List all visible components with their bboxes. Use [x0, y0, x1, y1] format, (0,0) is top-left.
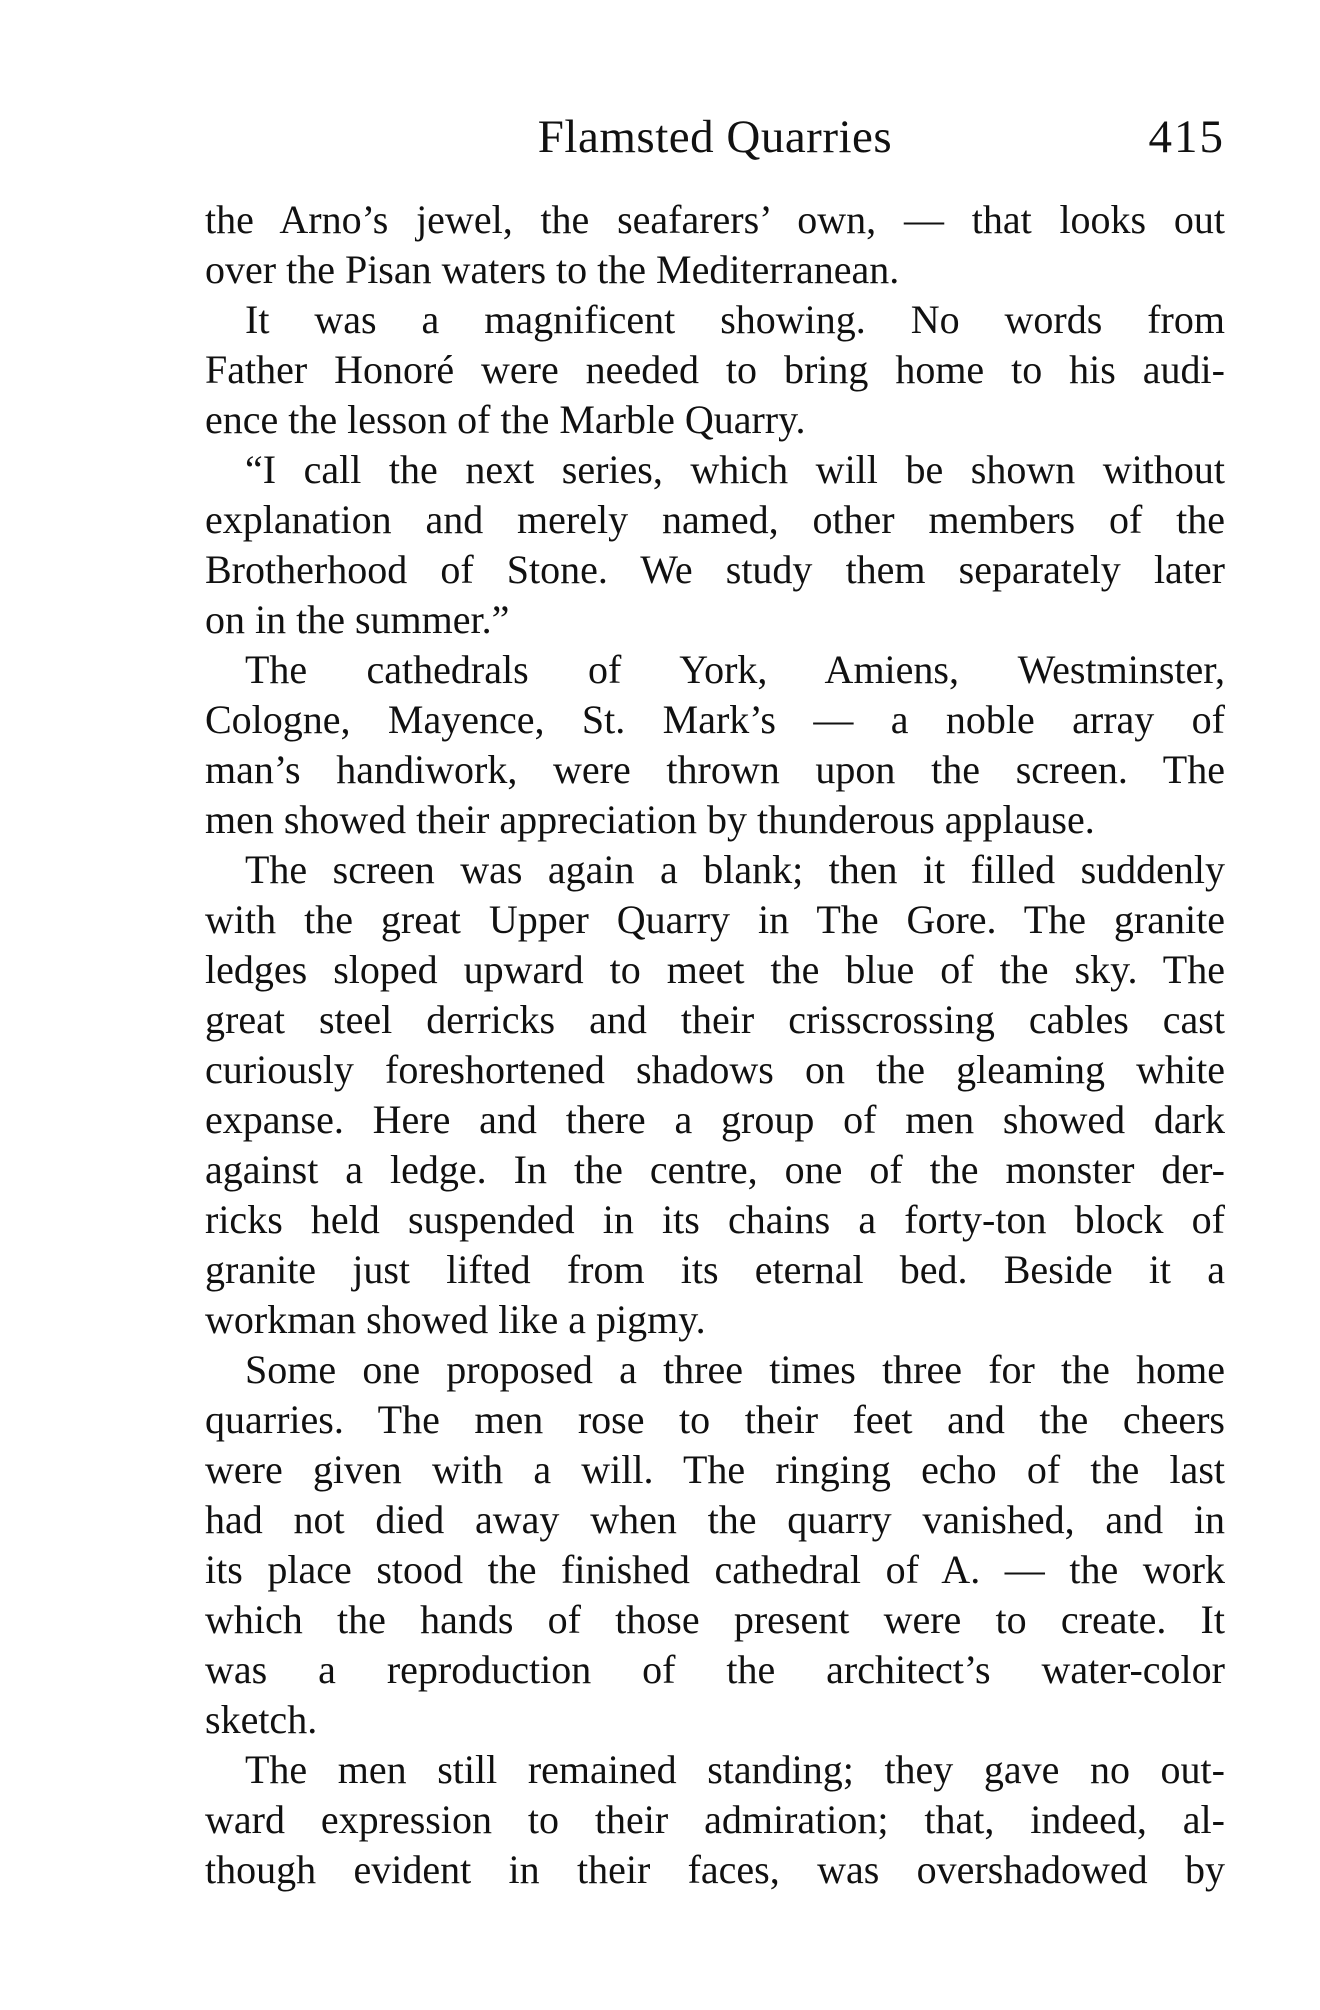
text-line: “I call the next series, which will be shown without — [245, 447, 1225, 492]
text-line: ward expression to their admiration; that, indeed, al- — [205, 1797, 1225, 1842]
text-line: had not died away when the quarry vanished, and in — [205, 1497, 1225, 1542]
text-line: ence the lesson of the Marble Quarry. — [205, 397, 806, 442]
text-line: It was a magnificent showing. No words from — [245, 297, 1225, 342]
text-line: ricks held suspended in its chains a forty-ton block of — [205, 1197, 1225, 1242]
text-line: though evident in their faces, was overshadowed by — [205, 1847, 1225, 1892]
text-line: men showed their appreciation by thunderous applause. — [205, 797, 1095, 842]
running-title: Flamsted Quarries — [537, 111, 893, 163]
text-line: man’s handiwork, were thrown upon the screen. The — [205, 747, 1225, 792]
text-line: with the great Upper Quarry in The Gore. The granite — [205, 897, 1225, 942]
text-line: The men still remained standing; they gave no out- — [245, 1747, 1225, 1792]
text-line: workman showed like a pigmy. — [205, 1297, 706, 1342]
text-line: over the Pisan waters to the Mediterranean. — [205, 247, 900, 292]
text-line: granite just lifted from its eternal bed. Beside it a — [205, 1247, 1225, 1292]
text-line: the Arno’s jewel, the seafarers’ own, — that looks out — [205, 197, 1225, 242]
text-line: against a ledge. In the centre, one of the monster der- — [205, 1147, 1225, 1192]
text-line: were given with a will. The ringing echo of the last — [205, 1447, 1225, 1492]
text-line: Brotherhood of Stone. We study them separately later — [205, 547, 1225, 592]
text-line: The cathedrals of York, Amiens, Westminster, — [245, 647, 1225, 692]
text-line: explanation and merely named, other members of the — [205, 497, 1225, 542]
text-line: The screen was again a blank; then it filled suddenly — [245, 847, 1225, 892]
text-line: sketch. — [205, 1697, 318, 1742]
text-line: was a reproduction of the architect’s water-color — [205, 1647, 1225, 1692]
text-line: its place stood the finished cathedral of A. — the work — [205, 1547, 1225, 1592]
text-line: ledges sloped upward to meet the blue of the sky. The — [205, 947, 1225, 992]
text-line: which the hands of those present were to create. It — [205, 1597, 1225, 1642]
text-line: expanse. Here and there a group of men showed dark — [205, 1097, 1225, 1142]
text-line: Cologne, Mayence, St. Mark’s — a noble array of — [205, 697, 1225, 742]
text-line: quarries. The men rose to their feet and the cheers — [205, 1397, 1225, 1442]
text-line: great steel derricks and their crisscrossing cables cast — [205, 997, 1225, 1042]
text-line: curiously foreshortened shadows on the gleaming white — [205, 1047, 1225, 1092]
text-line: Father Honoré were needed to bring home to his audi- — [205, 347, 1225, 392]
text-line: on in the summer.” — [205, 597, 510, 642]
running-head — [205, 102, 1225, 172]
text-line: Some one proposed a three times three for the home — [245, 1347, 1225, 1392]
page-number: 415 — [1148, 111, 1225, 163]
body-text — [205, 195, 1225, 1895]
